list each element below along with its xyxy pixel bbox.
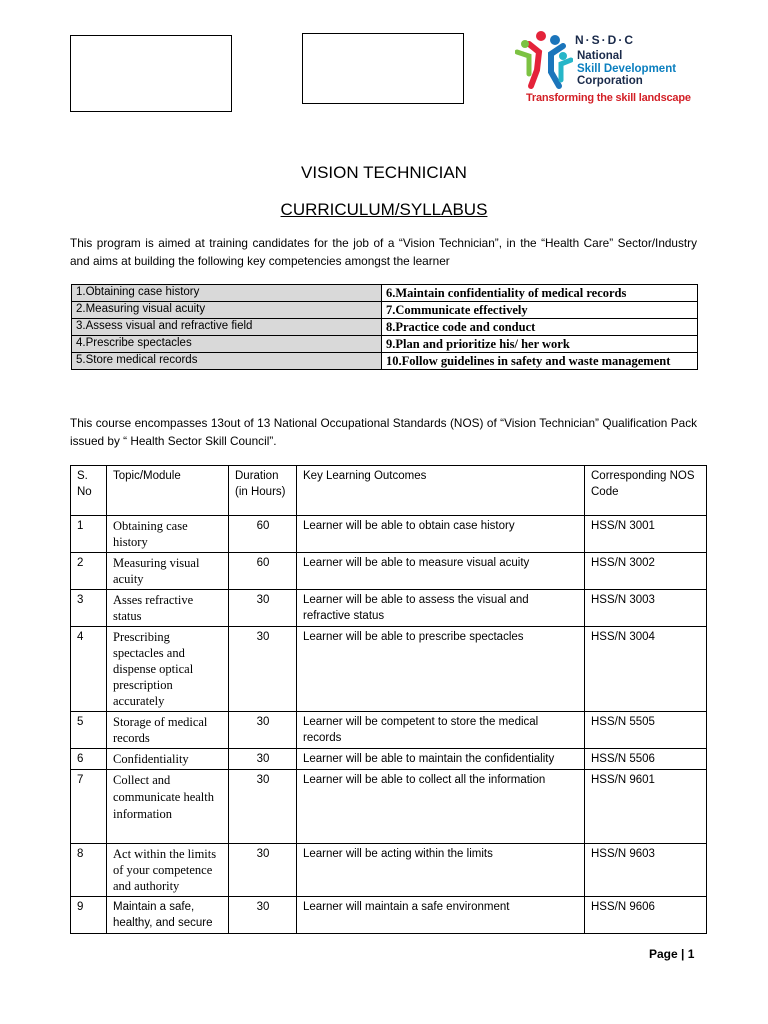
- cell-duration: 30: [229, 897, 297, 934]
- table-row: [72, 353, 698, 370]
- intro-paragraph: This program is aimed at training candidates for the job of a “Vision Technician”, in the “Health Care” Sector/Industry and aims at building the following key competencies amongst the learner: [70, 236, 697, 268]
- cell-outcome: Learner will maintain a safe environment: [297, 897, 585, 934]
- cell-outcome: Learner will be competent to store the medical records: [297, 712, 585, 749]
- blank-box-left: [70, 35, 232, 112]
- competency-cell: 8.Practice code and conduct: [382, 319, 698, 336]
- cell-outcome: Learner will be able to assess the visual and refractive status: [297, 590, 585, 627]
- table-row: [72, 285, 698, 302]
- competency-cell: 7.Communicate effectively: [382, 302, 698, 319]
- cell-nos-code: HSS/N 3004: [585, 627, 707, 712]
- cell-sno: 3: [71, 590, 107, 627]
- cell-nos-code: HSS/N 3003: [585, 590, 707, 627]
- competency-cell: 9.Plan and prioritize his/ her work: [382, 336, 698, 353]
- cell-outcome: Learner will be able to prescribe spectacles: [297, 627, 585, 712]
- cell-topic: Asses refractive status: [107, 590, 229, 627]
- logo-tagline: Transforming the skill landscape: [526, 92, 691, 104]
- cell-duration: 30: [229, 712, 297, 749]
- cell-topic: Confidentiality: [107, 749, 229, 770]
- table-row: [71, 627, 707, 712]
- cell-sno: 4: [71, 627, 107, 712]
- nsdc-logo: [515, 30, 691, 110]
- cell-nos-code: HSS/N 9601: [585, 770, 707, 844]
- cell-nos-code: HSS/N 3001: [585, 516, 707, 553]
- cell-nos-code: HSS/N 5505: [585, 712, 707, 749]
- table-row: [71, 590, 707, 627]
- competencies-table: [71, 284, 698, 370]
- cell-outcome: Learner will be able to maintain the confidentiality: [297, 749, 585, 770]
- table-row: [72, 336, 698, 353]
- cell-topic: Act within the limits of your competence and authority: [107, 844, 229, 897]
- table-row: [71, 770, 707, 844]
- cell-sno: 6: [71, 749, 107, 770]
- cell-sno: 1: [71, 516, 107, 553]
- table-row: [71, 712, 707, 749]
- table-header-row: [71, 466, 707, 516]
- table-row: [71, 844, 707, 897]
- page-number: Page | 1: [649, 947, 695, 961]
- document-subtitle: CURRICULUM/SYLLABUS: [280, 200, 488, 219]
- cell-sno: 5: [71, 712, 107, 749]
- table-row: [71, 897, 707, 934]
- blank-box-right: [302, 33, 464, 104]
- competency-cell: 3.Assess visual and refractive field: [72, 319, 382, 336]
- cell-topic: Collect and communicate health information: [107, 770, 229, 844]
- cell-outcome: Learner will be able to collect all the information: [297, 770, 585, 844]
- course-paragraph: This course encompasses 13out of 13 National Occupational Standards (NOS) of “Vision Technician” Qualification Pack issued by “ Health Sector Skill Council”.: [70, 416, 697, 448]
- cell-outcome: Learner will be able to measure visual acuity: [297, 553, 585, 590]
- column-header: Key Learning Outcomes: [297, 466, 585, 516]
- table-row: [72, 302, 698, 319]
- cell-duration: 30: [229, 844, 297, 897]
- competency-cell: 2.Measuring visual acuity: [72, 302, 382, 319]
- cell-duration: 30: [229, 770, 297, 844]
- cell-topic: Obtaining case history: [107, 516, 229, 553]
- document-title: VISION TECHNICIAN: [301, 163, 467, 182]
- table-row: [71, 516, 707, 553]
- column-header: Corresponding NOS Code: [585, 466, 707, 516]
- cell-outcome: Learner will be acting within the limits: [297, 844, 585, 897]
- cell-duration: 30: [229, 627, 297, 712]
- cell-sno: 9: [71, 897, 107, 934]
- table-row: [72, 319, 698, 336]
- cell-sno: 7: [71, 770, 107, 844]
- table-row: [71, 749, 707, 770]
- column-header: Topic/Module: [107, 466, 229, 516]
- competency-cell: 4.Prescribe spectacles: [72, 336, 382, 353]
- column-header: S. No: [71, 466, 107, 516]
- logo-brand: N·S·D·C: [575, 33, 635, 47]
- competency-cell: 1.Obtaining case history: [72, 285, 382, 302]
- logo-org-name: National Skill Development Corporation: [577, 50, 677, 87]
- people-figures-icon: [515, 30, 573, 90]
- competency-cell: 10.Follow guidelines in safety and waste management: [382, 353, 698, 370]
- modules-table: [70, 465, 707, 934]
- cell-topic: Storage of medical records: [107, 712, 229, 749]
- cell-topic: Prescribing spectacles and dispense optical prescription accurately: [107, 627, 229, 712]
- table-row: [71, 553, 707, 590]
- cell-topic: Measuring visual acuity: [107, 553, 229, 590]
- cell-duration: 30: [229, 749, 297, 770]
- cell-nos-code: HSS/N 9603: [585, 844, 707, 897]
- column-header: Duration (in Hours): [229, 466, 297, 516]
- cell-nos-code: HSS/N 5506: [585, 749, 707, 770]
- cell-duration: 60: [229, 553, 297, 590]
- competency-cell: 6.Maintain confidentiality of medical records: [382, 285, 698, 302]
- cell-sno: 2: [71, 553, 107, 590]
- cell-topic: Maintain a safe, healthy, and secure: [107, 897, 229, 934]
- cell-nos-code: HSS/N 9606: [585, 897, 707, 934]
- cell-outcome: Learner will be able to obtain case history: [297, 516, 585, 553]
- competency-cell: 5.Store medical records: [72, 353, 382, 370]
- cell-sno: 8: [71, 844, 107, 897]
- cell-nos-code: HSS/N 3002: [585, 553, 707, 590]
- cell-duration: 30: [229, 590, 297, 627]
- cell-duration: 60: [229, 516, 297, 553]
